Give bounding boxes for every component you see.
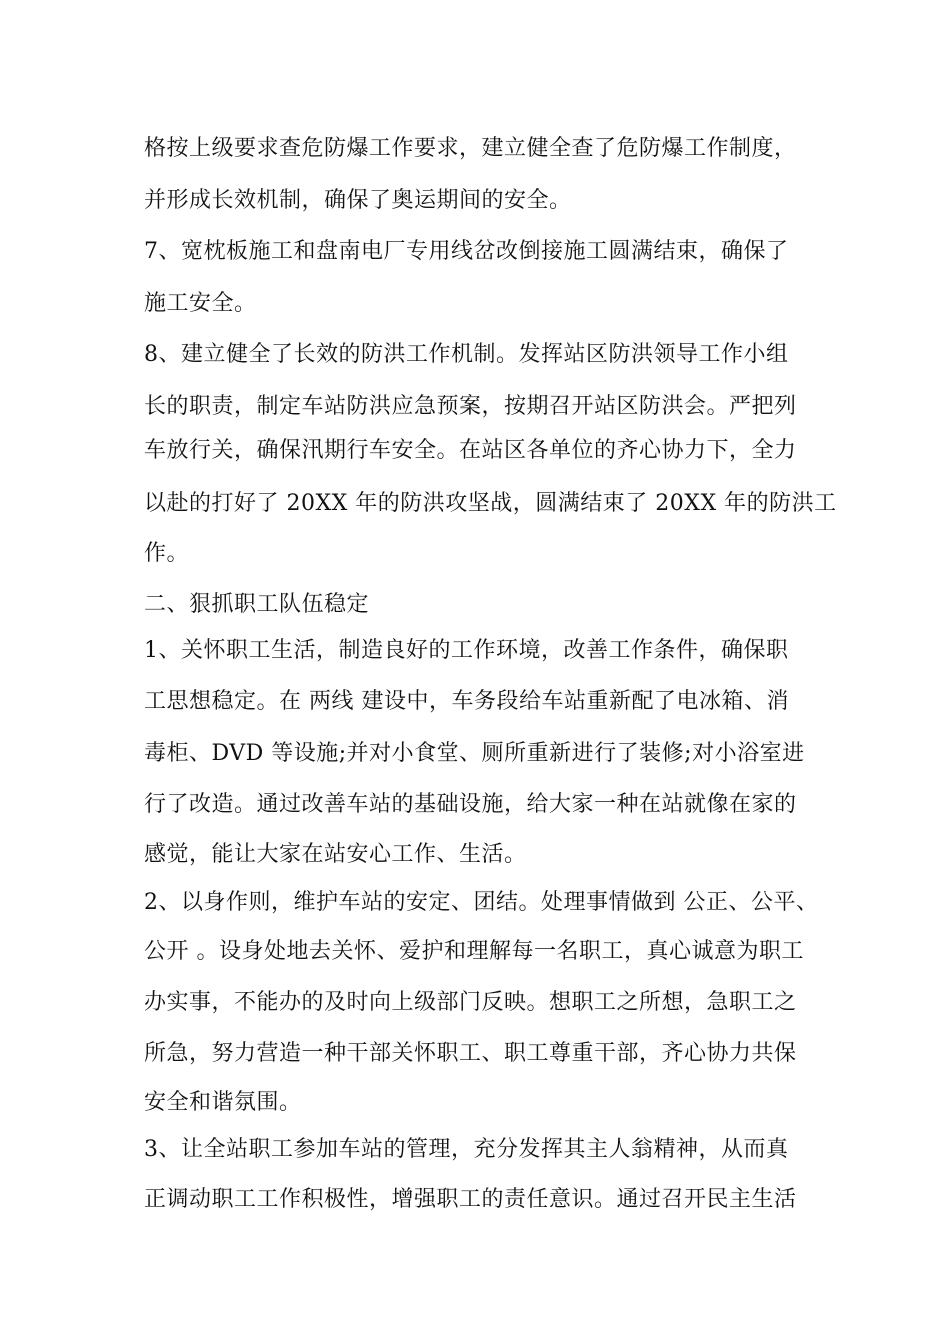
text-line: 7、宽枕板施工和盘南电厂专用线岔改倒接施工圆满结束，确保了 bbox=[144, 239, 789, 264]
text-line: 正调动职工工作积极性，增强职工的责任意识。通过召开民主生活 bbox=[144, 1187, 797, 1212]
text-line: 感觉，能让大家在站安心工作、生活。 bbox=[144, 842, 527, 867]
text-line: 行了改造。通过改善车站的基础设施，给大家一种在站就像在家的 bbox=[144, 792, 797, 817]
text-line: 毒柜、DVD 等设施;并对小食堂、厕所重新进行了装修;对小浴室进 bbox=[144, 741, 805, 766]
text-line: 所急，努力营造一种干部关怀职工、职工尊重干部，齐心协力共保 bbox=[144, 1041, 797, 1066]
text-line: 办实事，不能办的及时向上级部门反映。想职工之所想，急职工之 bbox=[144, 990, 797, 1015]
text-line: 作。 bbox=[144, 541, 190, 566]
text-line: 施工安全。 bbox=[144, 291, 257, 316]
text-line: 2、以身作则，维护车站的安定、团结。处理事情做到 公正、公平、 bbox=[144, 890, 819, 915]
text-line: 格按上级要求查危防爆工作要求，建立健全查了危防爆工作制度， bbox=[144, 136, 797, 161]
text-line: 8、建立健全了长效的防洪工作机制。发挥站区防洪领导工作小组 bbox=[144, 342, 789, 367]
text-line: 长的职责，制定车站防洪应急预案，按期召开站区防洪会。严把列 bbox=[144, 394, 797, 419]
text-line: 并形成长效机制，确保了奥运期间的安全。 bbox=[144, 188, 572, 213]
text-line: 工思想稳定。在 两线 建设中，车务段给车站重新配了电冰箱、消 bbox=[144, 689, 789, 714]
text-line: 车放行关，确保汛期行车安全。在站区各单位的齐心协力下，全力 bbox=[144, 438, 797, 463]
text-line: 安全和谐氛围。 bbox=[144, 1090, 302, 1115]
section-heading: 二、狠抓职工队伍稳定 bbox=[144, 592, 370, 617]
text-line: 以赴的打好了 20XX 年的防洪攻坚战，圆满结束了 20XX 年的防洪工 bbox=[144, 491, 837, 516]
text-line: 3、让全站职工参加车站的管理，充分发挥其主人翁精神，从而真 bbox=[144, 1137, 789, 1162]
text-line: 1、关怀职工生活，制造良好的工作环境，改善工作条件，确保职 bbox=[144, 638, 789, 663]
text-line: 公开 。设身处地去关怀、爱护和理解每一名职工，真心诚意为职工 bbox=[144, 939, 804, 964]
